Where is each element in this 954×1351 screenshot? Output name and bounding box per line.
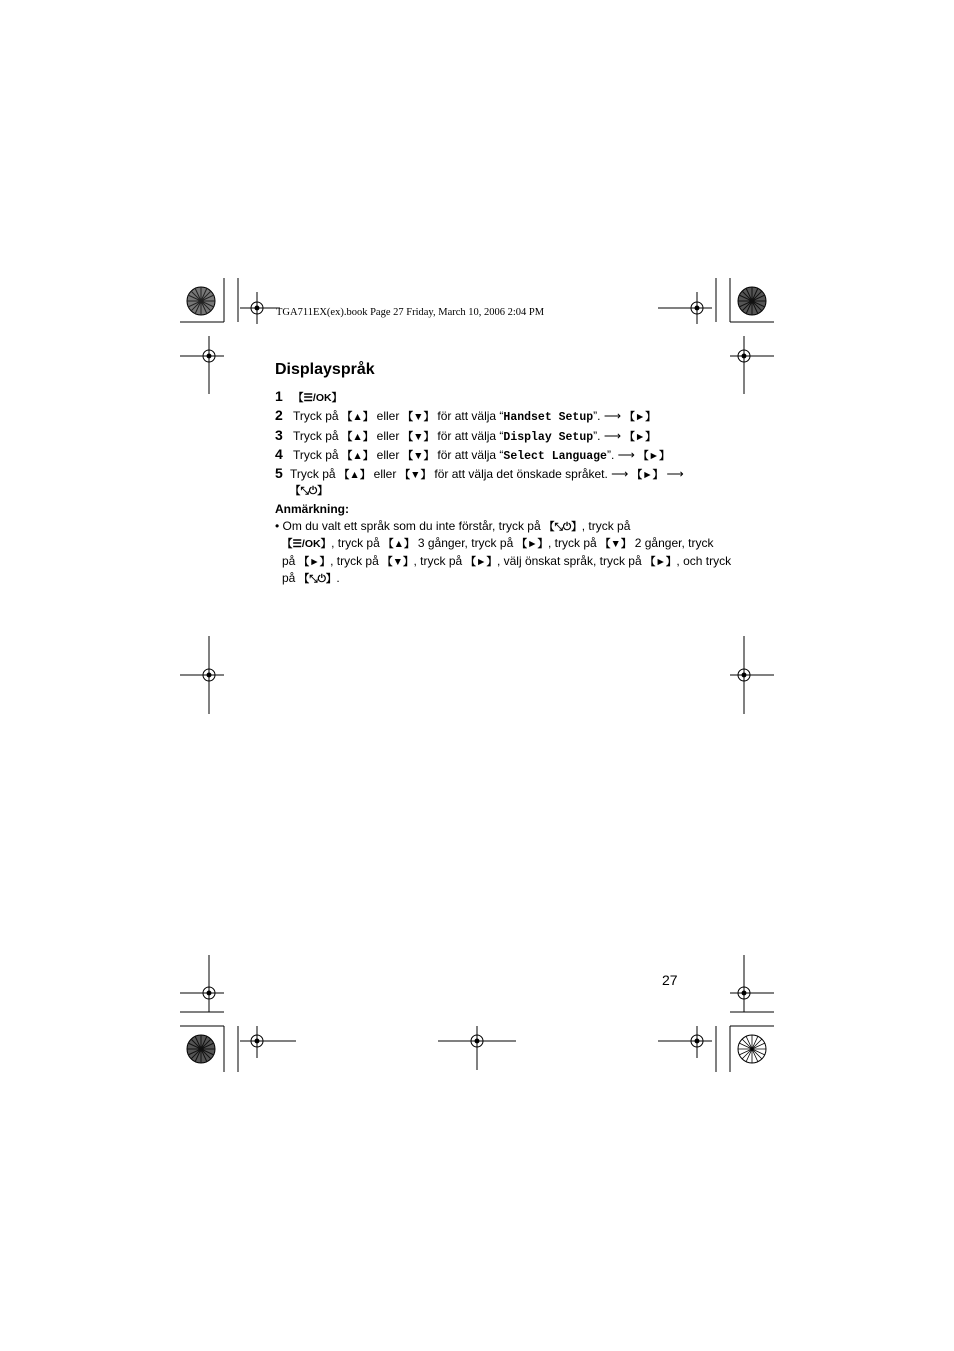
- reg-mark: [730, 636, 774, 714]
- reg-mark: [180, 636, 224, 714]
- off-key: 【⤡⏻】: [543, 521, 582, 533]
- reg-mark: [240, 292, 280, 324]
- step-number: 5: [275, 465, 283, 481]
- up-key: 【▲】: [383, 538, 415, 551]
- down-key: 【▼】: [402, 411, 435, 423]
- step-2: 2 Tryck på 【▲】 eller 【▼】 för att välja “Handset Setup”. ⟶ 【►】: [275, 407, 656, 424]
- starburst-mark: [187, 287, 215, 315]
- arrow-icon: ⟶: [603, 429, 622, 443]
- down-key: 【▼】: [399, 469, 432, 481]
- up-key: 【▲】: [341, 431, 374, 443]
- page-number: 27: [662, 972, 678, 988]
- right-key: 【►】: [465, 555, 497, 568]
- reg-mark: [730, 955, 774, 1012]
- page-title: Displayspråk: [275, 361, 375, 378]
- up-key: 【▲】: [341, 411, 374, 423]
- up-key: 【▲】: [341, 450, 374, 462]
- right-key: 【►】: [516, 538, 548, 551]
- down-key: 【▼】: [600, 538, 632, 551]
- note-line-2: 【☰/OK】, tryck på 【▲】 3 gånger, tryck på 【►】, tryck på 【▼】 2 gånger, tryck: [282, 536, 714, 551]
- right-key: 【►】: [645, 555, 677, 568]
- up-key: 【▲】: [338, 469, 371, 481]
- arrow-icon: ⟶: [611, 467, 629, 481]
- print-header: TGA711EX(ex).book Page 27 Friday, March 10, 2006 2:04 PM: [276, 307, 545, 318]
- step-4: 4 Tryck på 【▲】 eller 【▼】 för att välja “Select Language”. ⟶ 【►】: [275, 446, 670, 463]
- step-5-continued: [290, 483, 328, 498]
- step-5: 5 Tryck på 【▲】 eller 【▼】 för att välja det önskade språket. ⟶ 【►】 ⟶: [275, 465, 684, 481]
- down-key: 【▼】: [402, 450, 435, 462]
- step-number: 2: [275, 407, 283, 423]
- arrow-icon: ⟶: [666, 467, 684, 481]
- reg-mark: [438, 1026, 516, 1070]
- starburst-mark: [738, 287, 766, 315]
- menu-ok-key: 【☰/OK】: [293, 392, 343, 404]
- note-title: Anmärkning:: [275, 502, 350, 516]
- arrow-icon: ⟶: [603, 409, 622, 423]
- starburst-mark: [738, 1035, 766, 1063]
- right-key: 【►】: [631, 469, 664, 481]
- right-key: 【►】: [624, 431, 656, 443]
- right-key: 【►】: [624, 411, 656, 423]
- down-key: 【▼】: [382, 555, 414, 568]
- note-body: [275, 518, 732, 587]
- note-line-3: på 【►】, tryck på 【▼】, tryck på 【►】, välj önskat språk, tryck på 【►】, och tryck: [282, 553, 732, 568]
- step-3: 3 Tryck på 【▲】 eller 【▼】 för att välja “Display Setup”. ⟶ 【►】: [275, 427, 656, 444]
- menu-item-code: Handset Setup: [503, 411, 594, 424]
- reg-mark: [240, 1026, 296, 1058]
- reg-mark: [180, 955, 224, 1012]
- note-line-1: • Om du valt ett språk som du inte förstår, tryck på 【⤡⏻】, tryck på: [275, 519, 631, 533]
- reg-mark: [180, 336, 224, 394]
- reg-mark: [658, 292, 712, 324]
- menu-ok-key: 【☰/OK】: [282, 538, 332, 551]
- step-number: 3: [275, 427, 283, 443]
- starburst-mark: [187, 1035, 215, 1063]
- reg-mark: [658, 1026, 712, 1058]
- off-key: 【⤡⏻】: [290, 485, 328, 497]
- note-line-4: på 【⤡⏻】.: [282, 570, 340, 585]
- step-1: [275, 388, 342, 405]
- down-key: 【▼】: [402, 431, 435, 443]
- menu-item-code: Display Setup: [503, 431, 594, 444]
- menu-item-code: Select Language: [503, 450, 607, 463]
- step-number: 1: [275, 388, 283, 404]
- step-number: 4: [275, 446, 283, 462]
- right-key: 【►】: [298, 555, 331, 568]
- right-key: 【►】: [638, 450, 670, 462]
- arrow-icon: ⟶: [617, 448, 635, 462]
- reg-mark: [730, 336, 774, 394]
- off-key: 【⤡⏻】: [298, 572, 337, 585]
